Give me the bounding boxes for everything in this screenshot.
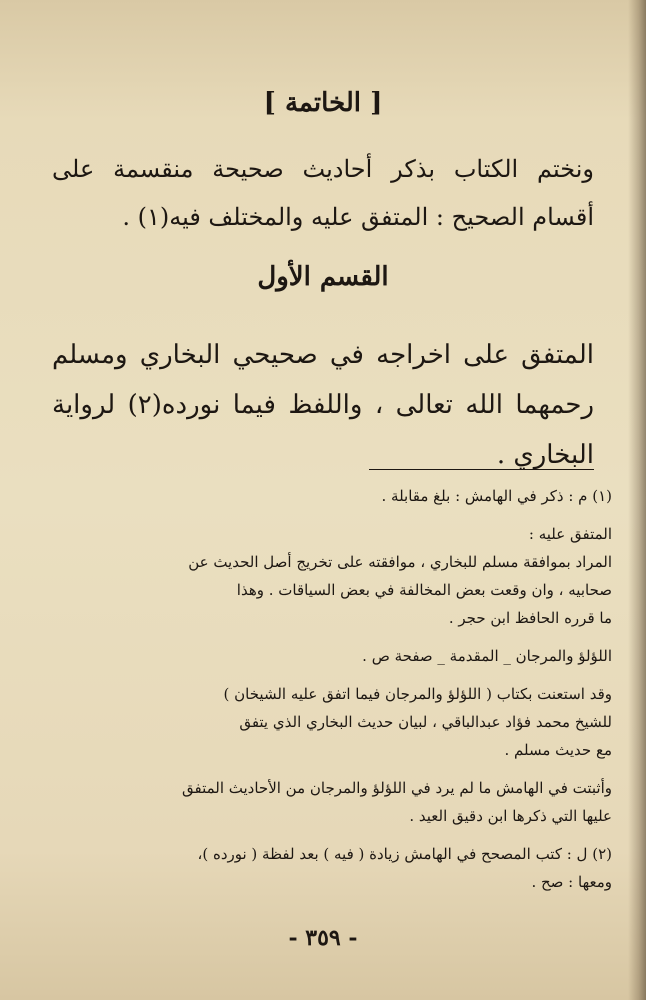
footnote-added [40,774,612,830]
footnote-agreed-line-2: صحابيه ، وان وقعت بعض المخالفة في بعض السياقات . وهذا [236,581,612,599]
footnote-added-line-1: وأثبتت في الهامش ما لم يرد في اللؤلؤ والمرجان من الأحاديث المتفق [181,779,612,797]
footnote-1-text: (١) م : ذكر في الهامش : بلغ مقابلة . [381,487,612,505]
footnotes [40,482,612,906]
footnote-added-line-2: عليها التي ذكرها ابن دقيق العيد . [409,807,612,825]
footnote-agreed [40,520,612,632]
footnote-helped-line-1: وقد استعنت بكتاب ( اللؤلؤ والمرجان فيما اتفق عليه الشيخان ) [223,685,612,703]
intro-paragraph: ونختم الكتاب بذكر أحاديث صحيحة منقسمة على أقسام الصحيح : المتفق عليه والمختلف فيه(١) . [52,155,594,231]
footnote-1 [40,482,612,510]
footnote-agreed-line-1: المراد بموافقة مسلم للبخاري ، موافقته على تخريج أصل الحديث عن [188,553,612,571]
footnote-helped-line-2: للشيخ محمد فؤاد عبدالباقي ، لبيان حديث البخاري الذي يتفق [239,713,612,731]
footnote-helped [40,680,612,764]
section-title: القسم الأول [257,262,389,292]
footnote-2-line-2: ومعها : صح . [531,873,612,891]
footnote-2-line-1: (٢) ل : كتب المصحح في الهامش زيادة ( فيه ) بعد لفظة ( نورده )، [197,845,612,863]
footnote-helped-line-3: مع حديث مسلم . [504,741,612,759]
footnote-reference [40,642,612,670]
page-title: [ الخاتمة ] [263,88,383,118]
footnote-reference-text: اللؤلؤ والمرجان _ المقدمة _ صفحة ص . [362,647,612,665]
footnote-divider [369,469,594,470]
footnote-agreed-title: المتفق عليه : [528,525,612,543]
main-paragraph: المتفق على اخراجه في صحيحي البخاري ومسلم رحمهما الله تعالى ، واللفظ فيما نورده(٢) لرواية البخاري . [52,340,594,470]
page-number: - ٣٥٩ - [288,925,358,951]
book-spine-shadow [628,0,646,1000]
footnote-agreed-line-3: ما قرره الحافظ ابن حجر . [448,609,612,627]
footnote-2 [40,840,612,896]
